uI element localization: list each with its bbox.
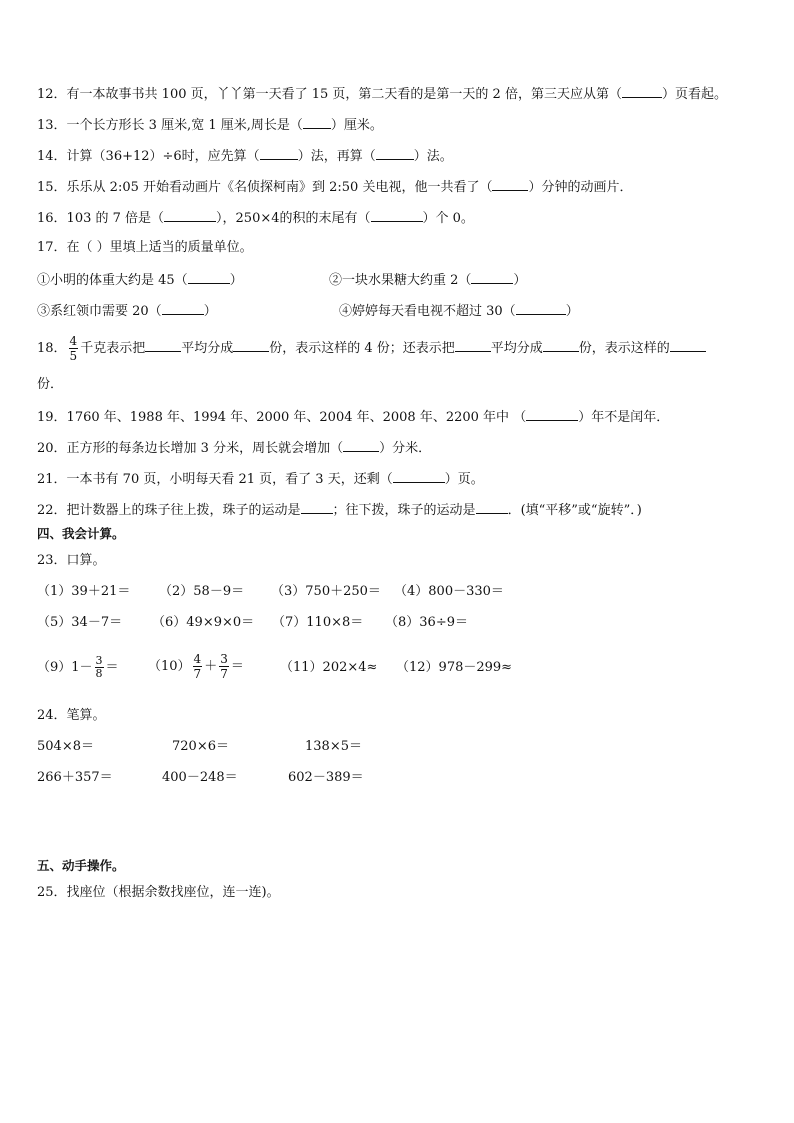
- written-calc-item: 602－389＝: [288, 770, 364, 785]
- answer-blank[interactable]: [670, 338, 706, 352]
- oral-calc-item: （2）58－9＝: [159, 584, 245, 599]
- question-17-item-2: ②一块水果糖大约重 2（ ）: [329, 270, 526, 290]
- question-25: 25．找座位（根据余数找座位，连一连)。: [37, 885, 280, 900]
- answer-blank[interactable]: [543, 338, 579, 352]
- question-23-title: 23．口算。: [37, 553, 106, 568]
- oral-calc-item: （1）39＋21＝: [37, 584, 131, 599]
- question-22: 22．把计数器上的珠子往上拨，珠子的运动是 ；往下拨，珠子的运动是 ．(填“平移”或“旋转”．): [37, 500, 642, 520]
- answer-blank[interactable]: [343, 438, 379, 452]
- section-4-heading: 四、我会计算。: [37, 526, 125, 541]
- oral-calc-item: （6）49×9×0＝: [152, 615, 255, 630]
- written-calc-item: 720×6＝: [172, 739, 229, 754]
- answer-blank[interactable]: [188, 270, 230, 284]
- question-17-item-4: ④婷婷每天看电视不超过 30（ ）: [339, 301, 579, 321]
- answer-blank[interactable]: [303, 115, 331, 129]
- oral-calc-item: （3）750＋250＝: [271, 584, 381, 599]
- question-16: 16．103 的 7 倍是（ ），250×4的积的末尾有（ ）个 0。: [37, 208, 474, 228]
- answer-blank[interactable]: [301, 500, 333, 514]
- fraction: $\frac{4}{7}$: [193, 652, 202, 681]
- question-17-item-3: ③系红领巾需要 20（ ）: [37, 301, 217, 321]
- oral-calc-item: （8）36÷9＝: [385, 615, 468, 630]
- question-18: 18． $\frac{4}{5}$ 千克表示把 平均分成 份，表示这样的 4 份；还表示把 平均分成 份，表示这样的: [37, 334, 706, 363]
- answer-blank[interactable]: [164, 208, 216, 222]
- oral-calc-item: （12）978－299≈: [396, 660, 513, 675]
- oral-calc-item: （11）202×4≈: [280, 660, 378, 675]
- answer-blank[interactable]: [233, 338, 269, 352]
- answer-blank[interactable]: [455, 338, 491, 352]
- question-24-title: 24．笔算。: [37, 708, 106, 723]
- answer-blank[interactable]: [371, 208, 423, 222]
- oral-calc-item: （10） $\frac{4}{7}$ ＋ $\frac{3}{7}$ ＝: [148, 652, 244, 681]
- oral-calc-item: （7）110×8＝: [272, 615, 364, 630]
- written-calc-item: 138×5＝: [305, 739, 362, 754]
- question-15: 15．乐乐从 2:05 开始看动画片《名侦探柯南》到 2:50 关电视，他一共看了（ ）分钟的动画片．: [37, 177, 632, 197]
- question-17-title: 17．在（ ）里填上适当的质量单位。: [37, 240, 253, 255]
- oral-calc-item: （5）34－7＝: [37, 615, 123, 630]
- question-12: 12．有一本故事书共 100 页，丫丫第一天看了 15 页，第二天看的是第一天的 2 倍，第三天应从第（ ）页看起。: [37, 84, 727, 104]
- section-5-heading: 五、动手操作。: [37, 858, 125, 873]
- answer-blank[interactable]: [376, 146, 414, 160]
- answer-blank[interactable]: [145, 338, 181, 352]
- fraction: $\frac{3}{8}$: [95, 654, 103, 680]
- answer-blank[interactable]: [622, 84, 662, 98]
- answer-blank[interactable]: [492, 177, 528, 191]
- answer-blank[interactable]: [526, 407, 578, 421]
- answer-blank[interactable]: [393, 469, 445, 483]
- answer-blank[interactable]: [162, 301, 204, 315]
- answer-blank[interactable]: [471, 270, 513, 284]
- written-calc-item: 400－248＝: [162, 770, 238, 785]
- fraction: $\frac{3}{7}$: [220, 652, 228, 681]
- question-18-cont: 份．: [37, 377, 64, 392]
- answer-blank[interactable]: [476, 500, 508, 514]
- answer-blank[interactable]: [260, 146, 298, 160]
- written-calc-item: 504×8＝: [37, 739, 94, 754]
- question-14: 14．计算（36+12）÷6时，应先算（ ）法，再算（ ）法。: [37, 146, 453, 166]
- question-20: 20．正方形的每条边长增加 3 分米，周长就会增加（ ）分米．: [37, 438, 431, 458]
- fraction: $\frac{4}{5}$: [69, 334, 78, 363]
- question-13: 13．一个长方形长 3 厘米,宽 1 厘米,周长是（ ）厘米。: [37, 115, 383, 135]
- answer-blank[interactable]: [516, 301, 566, 315]
- question-17-item-1: ①小明的体重大约是 45（ ）: [37, 270, 243, 290]
- question-21: 21．一本书有 70 页，小明每天看 21 页，看了 3 天，还剩（ ）页。: [37, 469, 484, 489]
- written-calc-item: 266＋357＝: [37, 770, 113, 785]
- oral-calc-item: （9）1－ $\frac{3}{8}$ ＝: [37, 654, 119, 680]
- oral-calc-item: （4）800－330＝: [394, 584, 504, 599]
- question-19: 19．1760 年、1988 年、1994 年、2000 年、2004 年、2008 年、2200 年中 （ ）年不是闰年．: [37, 407, 669, 427]
